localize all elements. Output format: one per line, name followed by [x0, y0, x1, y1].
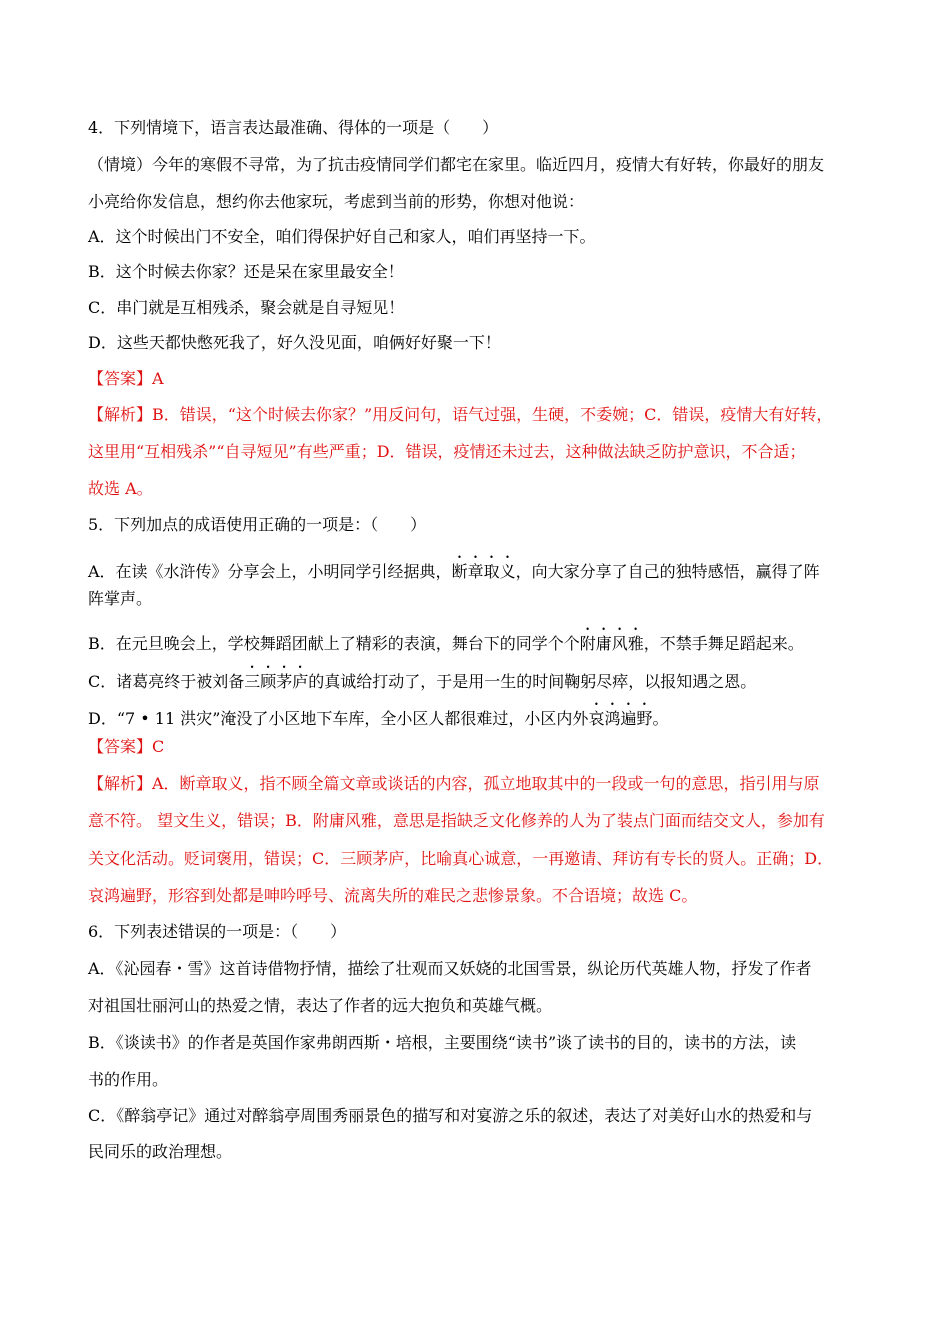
- q6-option-b-line1: B．《谈读书》的作者是英国作家弗朗西斯・培根，主要围绕“读书”谈了读书的目的，读书的方法，读: [88, 1033, 797, 1052]
- q6-option-c-line1: C．《醉翁亭记》通过对醉翁亭周围秀丽景色的描写和对宴游之乐的叙述，表达了对美好山水的热爱和与: [88, 1106, 813, 1125]
- q6-option-a-line1: A．《沁园春・雪》这首诗借物抒情，描绘了壮观而又妖娆的北国雪景，纵论历代英雄人物，抒发了作者: [88, 959, 812, 978]
- q4-analysis-line3: 故选 A。: [88, 479, 153, 498]
- q4-answer: 【答案】A: [88, 369, 164, 388]
- q5-option-a: [88, 553, 820, 582]
- q4-stem: 4．下列情境下，语言表达最准确、得体的一项是（ ）: [88, 118, 499, 137]
- q5-analysis-line4: 哀鸿遍野，形容到处都是呻吟呼号、流离失所的难民之悲惨景象。不合语境；故选 C。: [88, 886, 698, 905]
- q5-option-b-idiom: 附庸风雅: [579, 634, 644, 653]
- q5-option-d-idiom: 哀鸿遍野: [588, 709, 653, 728]
- q5-option-a-pre: A．在读《水浒传》分享会上，小明同学引经据典，: [88, 562, 452, 581]
- q4-option-c: C．串门就是互相残杀，聚会就是自寻短见！: [88, 298, 405, 317]
- q5-analysis-line3: 关文化活动。贬词褒用，错误；C．三顾茅庐，比喻真心诚意，一再邀请、拜访有专长的贤人。正确；D．: [88, 849, 834, 868]
- q5-analysis-line2: 意不符。 望文生义，错误；B．附庸风雅，意思是指缺乏文化修养的人为了装点门面而结交文人，参加有: [88, 811, 825, 830]
- q6-stem: 6．下列表述错误的一项是：（ ）: [88, 922, 347, 941]
- q5-option-c-idiom: 三顾茅庐: [244, 672, 309, 691]
- q5-option-b: [88, 625, 804, 654]
- q5-option-d: [88, 700, 668, 729]
- q4-option-d: D．这些天都快憋死我了，好久没见面，咱俩好好聚一下！: [88, 333, 501, 352]
- q5-option-d-post: 。: [652, 709, 669, 728]
- q5-analysis-line1: 【解析】A．断章取义，指不顾全篇文章或谈话的内容，孤立地取其中的一段或一句的意思，指引用与原: [88, 774, 820, 793]
- q4-context-line1: （情境）今年的寒假不寻常，为了抗击疫情同学们都宅在家里。临近四月，疫情大有好转，你最好的朋友: [88, 155, 825, 174]
- q5-option-b-post: ，不禁手舞足蹈起来。: [643, 634, 804, 653]
- q4-analysis-line2: 这里用“互相残杀”“自寻短见”有些严重；D．错误，疫情还未过去，这种做法缺乏防护意识，不合适；: [88, 442, 806, 461]
- q5-option-d-pre: D．“7 • 11 洪灾”淹没了小区地下车库，全小区人都很难过，小区内外: [88, 709, 589, 728]
- q6-option-c-line2: 民同乐的政治理想。: [88, 1142, 233, 1161]
- q5-answer: 【答案】C: [88, 737, 165, 756]
- q4-context-line2: 小亮给你发信息，想约你去他家玩，考虑到当前的形势，你想对他说：: [88, 192, 585, 211]
- q5-option-a-post: ，向大家分享了自己的独特感悟，赢得了阵: [515, 562, 820, 581]
- q6-option-b-line2: 书的作用。: [88, 1070, 169, 1089]
- q4-option-b: B．这个时候去你家？还是呆在家里最安全！: [88, 262, 404, 281]
- q5-stem: 5．下列加点的成语使用正确的一项是：（ ）: [88, 515, 427, 534]
- q5-option-a-line2: 阵掌声。: [88, 589, 153, 608]
- q5-option-c-pre: C．诸葛亮终于被刘备: [88, 672, 245, 691]
- q4-option-a: A．这个时候出门不安全，咱们得保护好自己和家人，咱们再坚持一下。: [88, 227, 596, 246]
- q5-option-b-pre: B．在元旦晚会上，学校舞蹈团献上了精彩的表演，舞台下的同学个个: [88, 634, 580, 653]
- q5-option-c-post: 的真诚给打动了，于是用一生的时间鞠躬尽瘁，以报知遇之恩。: [308, 672, 757, 691]
- q5-option-a-idiom: 断章取义: [451, 562, 516, 581]
- q6-option-a-line2: 对祖国壮丽河山的热爱之情，表达了作者的远大抱负和英雄气概。: [88, 996, 553, 1015]
- q4-analysis-line1: 【解析】B．错误，“这个时候去你家？”用反问句，语气过强，生硬，不委婉；C．错误，疫情大有好转，: [88, 405, 833, 424]
- q5-option-c: [88, 663, 756, 692]
